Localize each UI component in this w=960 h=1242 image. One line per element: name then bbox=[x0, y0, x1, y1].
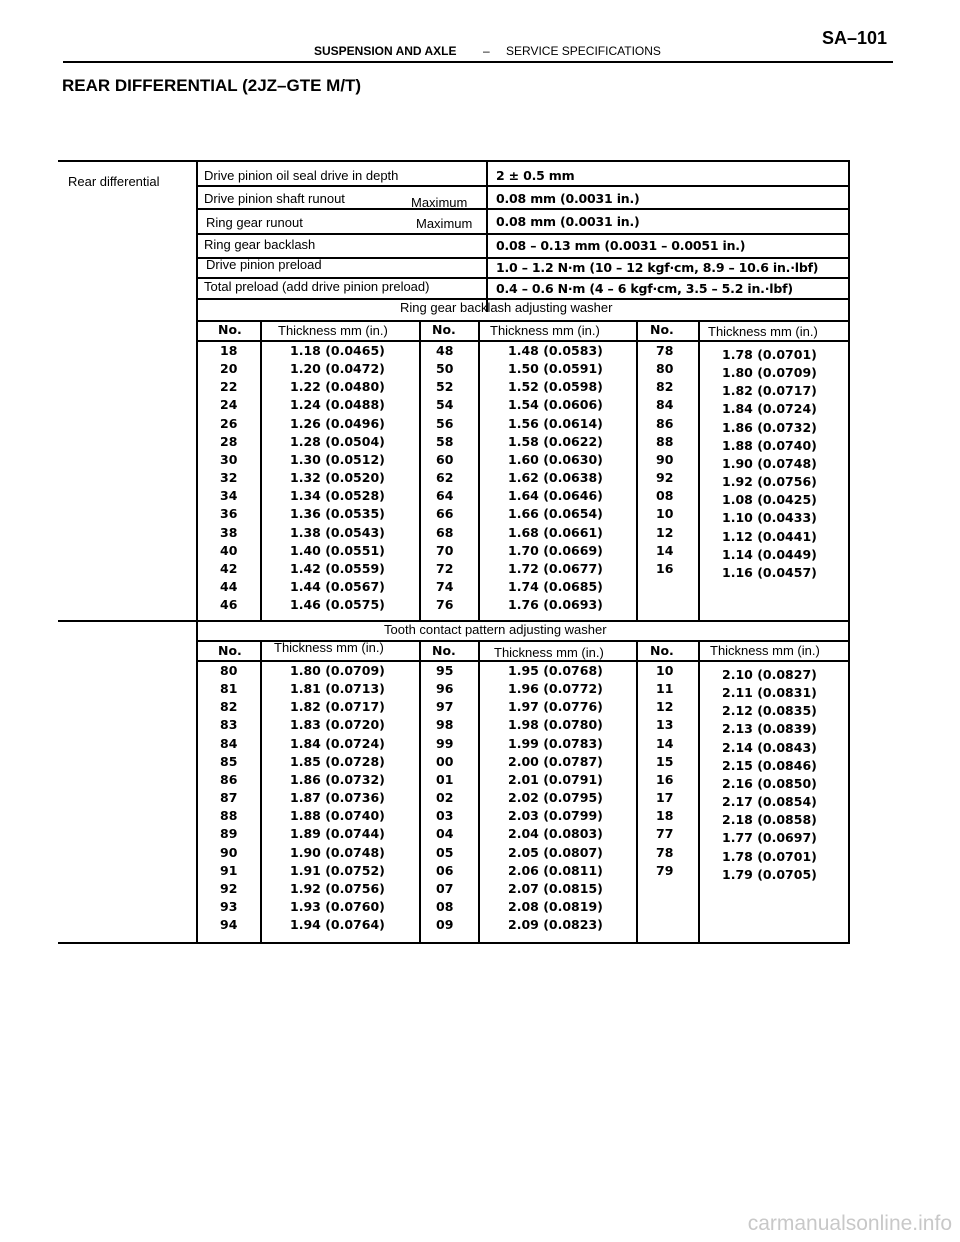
washer-no-cell: 80 bbox=[220, 663, 238, 678]
header-subsection: SERVICE SPECIFICATIONS bbox=[506, 44, 661, 58]
spec-value: 0.08 – 0.13 mm (0.0031 – 0.0051 in.) bbox=[496, 238, 746, 253]
tooth-washer-no-column bbox=[220, 662, 237, 934]
column-header-no: No. bbox=[432, 643, 456, 658]
washer-thickness-cell: 1.81 (0.0713) bbox=[290, 681, 385, 697]
washer-no-cell: 80 bbox=[656, 361, 674, 377]
column-header-no: No. bbox=[650, 322, 674, 337]
washer-no-cell: 86 bbox=[656, 415, 674, 431]
washer-thickness-cell: 2.14 (0.0843) bbox=[722, 739, 817, 755]
washer-thickness-cell: 1.14 (0.0449) bbox=[722, 546, 817, 562]
column-header-no: No. bbox=[650, 643, 674, 658]
washer-thickness-cell: 2.16 (0.0850) bbox=[722, 775, 817, 791]
washer-thickness-cell: 1.42 (0.0559) bbox=[290, 560, 385, 576]
washer-thickness-cell: 1.97 (0.0776) bbox=[508, 699, 603, 715]
washer-no-cell: 88 bbox=[656, 433, 674, 449]
washer-no-cell: 79 bbox=[656, 862, 674, 878]
washer-no-cell: 46 bbox=[220, 597, 238, 613]
washer-thickness-cell: 2.08 (0.0819) bbox=[508, 899, 603, 915]
washer-no-cell: 54 bbox=[436, 397, 454, 413]
washer-thickness-cell: 2.09 (0.0823) bbox=[508, 917, 603, 933]
column-header-no: No. bbox=[218, 643, 242, 658]
washer-no-cell: 10 bbox=[656, 506, 674, 522]
washer-no-cell: 62 bbox=[436, 470, 454, 486]
washer-no-cell: 06 bbox=[436, 862, 454, 878]
washer-no-cell: 02 bbox=[436, 790, 454, 806]
tooth-washer-title: Tooth contact pattern adjusting washer bbox=[384, 622, 607, 637]
column-header-thickness: Thickness mm (in.) bbox=[278, 323, 388, 338]
washer-thickness-cell: 1.84 (0.0724) bbox=[722, 401, 817, 417]
washer-thickness-cell: 1.82 (0.0717) bbox=[722, 383, 817, 399]
washer-thickness-cell: 2.02 (0.0795) bbox=[508, 790, 603, 806]
washer-thickness-cell: 1.83 (0.0720) bbox=[290, 717, 385, 733]
washer-thickness-cell: 1.34 (0.0528) bbox=[290, 488, 385, 504]
washer-thickness-cell: 1.88 (0.0740) bbox=[722, 437, 817, 453]
washer-no-cell: 93 bbox=[220, 899, 238, 915]
washer-no-cell: 18 bbox=[220, 343, 238, 358]
washer-thickness-cell: 1.46 (0.0575) bbox=[290, 597, 385, 613]
washer-thickness-cell: 1.64 (0.0646) bbox=[508, 488, 603, 504]
tooth-washer-thickness-column bbox=[722, 666, 817, 884]
washer-no-cell: 30 bbox=[220, 451, 238, 467]
page-title: REAR DIFFERENTIAL (2JZ–GTE M/T) bbox=[62, 76, 362, 95]
washer-thickness-cell: 1.56 (0.0614) bbox=[508, 415, 603, 431]
washer-thickness-cell: 1.78 (0.0701) bbox=[722, 347, 817, 362]
washer-thickness-cell: 1.95 (0.0768) bbox=[508, 663, 603, 678]
washer-thickness-cell: 1.84 (0.0724) bbox=[290, 735, 385, 751]
washer-thickness-cell: 2.06 (0.0811) bbox=[508, 862, 603, 878]
washer-thickness-cell: 1.82 (0.0717) bbox=[290, 699, 385, 715]
washer-thickness-cell: 1.77 (0.0697) bbox=[722, 830, 817, 846]
spec-label: Total preload (add drive pinion preload) bbox=[204, 279, 430, 294]
washer-thickness-cell: 1.32 (0.0520) bbox=[290, 470, 385, 486]
washer-thickness-cell: 1.12 (0.0441) bbox=[722, 528, 817, 544]
washer-thickness-cell: 2.03 (0.0799) bbox=[508, 808, 603, 824]
washer-thickness-cell: 1.08 (0.0425) bbox=[722, 492, 817, 508]
washer-no-cell: 87 bbox=[220, 790, 238, 806]
washer-no-cell: 82 bbox=[220, 699, 238, 715]
washer-thickness-cell: 1.66 (0.0654) bbox=[508, 506, 603, 522]
category-label: Rear differential bbox=[68, 174, 160, 189]
washer-no-cell: 78 bbox=[656, 343, 674, 358]
washer-thickness-cell: 1.44 (0.0567) bbox=[290, 579, 385, 595]
washer-thickness-cell: 1.88 (0.0740) bbox=[290, 808, 385, 824]
spec-qualifier: Maximum bbox=[416, 216, 473, 231]
washer-thickness-cell: 1.26 (0.0496) bbox=[290, 415, 385, 431]
spec-label: Ring gear backlash bbox=[204, 237, 316, 252]
washer-thickness-cell: 1.94 (0.0764) bbox=[290, 917, 385, 933]
washer-thickness-cell: 2.07 (0.0815) bbox=[508, 880, 603, 896]
washer-no-cell: 89 bbox=[220, 826, 238, 842]
washer-no-cell: 34 bbox=[220, 488, 238, 504]
washer-no-cell: 86 bbox=[220, 771, 238, 787]
washer-no-cell: 74 bbox=[436, 579, 454, 595]
washer-thickness-cell: 1.60 (0.0630) bbox=[508, 451, 603, 467]
ring-washer-thickness-column bbox=[290, 342, 385, 614]
washer-no-cell: 20 bbox=[220, 361, 238, 377]
washer-no-cell: 84 bbox=[656, 397, 674, 413]
washer-no-cell: 22 bbox=[220, 379, 238, 395]
washer-thickness-cell: 1.10 (0.0433) bbox=[722, 510, 817, 526]
spec-value: 0.08 mm (0.0031 in.) bbox=[496, 191, 640, 206]
spec-table bbox=[58, 160, 850, 944]
ring-washer-title: Ring gear backlash adjusting washer bbox=[400, 300, 613, 315]
spec-label: Drive pinion oil seal drive in depth bbox=[204, 168, 399, 183]
washer-no-cell: 90 bbox=[220, 844, 238, 860]
washer-thickness-cell: 1.62 (0.0638) bbox=[508, 470, 603, 486]
washer-thickness-cell: 1.18 (0.0465) bbox=[290, 343, 385, 358]
washer-thickness-cell: 2.05 (0.0807) bbox=[508, 844, 603, 860]
header-rule bbox=[63, 61, 893, 63]
washer-no-cell: 10 bbox=[656, 663, 674, 678]
tooth-washer-thickness-column bbox=[290, 662, 385, 934]
washer-no-cell: 77 bbox=[656, 826, 674, 842]
washer-no-cell: 83 bbox=[220, 717, 238, 733]
washer-no-cell: 66 bbox=[436, 506, 454, 522]
washer-no-cell: 01 bbox=[436, 771, 454, 787]
washer-thickness-cell: 1.92 (0.0756) bbox=[290, 880, 385, 896]
washer-thickness-cell: 1.87 (0.0736) bbox=[290, 790, 385, 806]
washer-thickness-cell: 1.58 (0.0622) bbox=[508, 433, 603, 449]
washer-no-cell: 56 bbox=[436, 415, 454, 431]
ring-washer-no-column bbox=[436, 342, 453, 614]
washer-thickness-cell: 1.85 (0.0728) bbox=[290, 753, 385, 769]
header-separator: – bbox=[483, 44, 490, 58]
washer-thickness-cell: 1.96 (0.0772) bbox=[508, 681, 603, 697]
washer-thickness-cell: 1.90 (0.0748) bbox=[722, 455, 817, 471]
washer-no-cell: 17 bbox=[656, 790, 674, 806]
washer-thickness-cell: 2.01 (0.0791) bbox=[508, 771, 603, 787]
washer-thickness-cell: 2.17 (0.0854) bbox=[722, 794, 817, 810]
washer-no-cell: 78 bbox=[656, 844, 674, 860]
washer-no-cell: 98 bbox=[436, 717, 454, 733]
page-number: SA–101 bbox=[822, 28, 888, 48]
washer-no-cell: 05 bbox=[436, 844, 454, 860]
washer-thickness-cell: 1.38 (0.0543) bbox=[290, 524, 385, 540]
column-header-thickness: Thickness mm (in.) bbox=[710, 643, 820, 658]
spec-label: Ring gear runout bbox=[206, 215, 303, 230]
washer-thickness-cell: 1.48 (0.0583) bbox=[508, 343, 603, 358]
washer-no-cell: 52 bbox=[436, 379, 454, 395]
washer-no-cell: 07 bbox=[436, 880, 454, 896]
spec-value: 0.08 mm (0.0031 in.) bbox=[496, 214, 640, 229]
washer-thickness-cell: 2.11 (0.0831) bbox=[722, 685, 817, 701]
washer-no-cell: 48 bbox=[436, 343, 454, 358]
washer-no-cell: 92 bbox=[220, 880, 238, 896]
washer-thickness-cell: 1.20 (0.0472) bbox=[290, 361, 385, 377]
spec-value: 1.0 – 1.2 N·m (10 – 12 kgf·cm, 8.9 – 10.6 in.·lbf) bbox=[496, 260, 819, 275]
washer-no-cell: 84 bbox=[220, 735, 238, 751]
washer-no-cell: 97 bbox=[436, 699, 454, 715]
column-header-thickness: Thickness mm (in.) bbox=[274, 640, 384, 655]
washer-thickness-cell: 1.16 (0.0457) bbox=[722, 564, 817, 580]
washer-no-cell: 68 bbox=[436, 524, 454, 540]
washer-no-cell: 72 bbox=[436, 560, 454, 576]
washer-no-cell: 92 bbox=[656, 470, 674, 486]
washer-no-cell: 40 bbox=[220, 542, 238, 558]
column-header-no: No. bbox=[432, 322, 456, 337]
ring-washer-no-column bbox=[220, 342, 237, 614]
washer-thickness-cell: 1.30 (0.0512) bbox=[290, 451, 385, 467]
column-header-thickness: Thickness mm (in.) bbox=[490, 323, 600, 338]
washer-thickness-cell: 1.79 (0.0705) bbox=[722, 866, 817, 882]
washer-no-cell: 36 bbox=[220, 506, 238, 522]
washer-no-cell: 28 bbox=[220, 433, 238, 449]
washer-no-cell: 50 bbox=[436, 361, 454, 377]
washer-no-cell: 88 bbox=[220, 808, 238, 824]
washer-no-cell: 91 bbox=[220, 862, 238, 878]
watermark: carmanualsonline.info bbox=[747, 1212, 952, 1235]
washer-no-cell: 70 bbox=[436, 542, 454, 558]
ring-washer-no-column bbox=[656, 342, 673, 578]
washer-thickness-cell: 1.98 (0.0780) bbox=[508, 717, 603, 733]
washer-no-cell: 85 bbox=[220, 753, 238, 769]
washer-no-cell: 58 bbox=[436, 433, 454, 449]
washer-thickness-cell: 1.92 (0.0756) bbox=[722, 474, 817, 490]
spec-label: Drive pinion shaft runout bbox=[204, 191, 345, 206]
washer-no-cell: 32 bbox=[220, 470, 238, 486]
washer-thickness-cell: 1.68 (0.0661) bbox=[508, 524, 603, 540]
washer-no-cell: 03 bbox=[436, 808, 454, 824]
washer-thickness-cell: 2.04 (0.0803) bbox=[508, 826, 603, 842]
header-section: SUSPENSION AND AXLE bbox=[314, 44, 457, 58]
washer-thickness-cell: 1.24 (0.0488) bbox=[290, 397, 385, 413]
washer-thickness-cell: 1.22 (0.0480) bbox=[290, 379, 385, 395]
washer-no-cell: 16 bbox=[656, 560, 674, 576]
washer-thickness-cell: 2.13 (0.0839) bbox=[722, 721, 817, 737]
washer-no-cell: 12 bbox=[656, 699, 674, 715]
washer-no-cell: 15 bbox=[656, 753, 674, 769]
washer-no-cell: 09 bbox=[436, 917, 454, 933]
column-header-no: No. bbox=[218, 322, 242, 337]
washer-no-cell: 04 bbox=[436, 826, 454, 842]
tooth-washer-thickness-column bbox=[508, 662, 603, 934]
column-header-thickness: Thickness mm (in.) bbox=[708, 324, 818, 339]
washer-thickness-cell: 2.10 (0.0827) bbox=[722, 667, 817, 682]
washer-thickness-cell: 1.80 (0.0709) bbox=[290, 663, 385, 678]
washer-no-cell: 96 bbox=[436, 681, 454, 697]
washer-no-cell: 14 bbox=[656, 542, 674, 558]
washer-thickness-cell: 2.15 (0.0846) bbox=[722, 757, 817, 773]
washer-thickness-cell: 1.86 (0.0732) bbox=[722, 419, 817, 435]
washer-no-cell: 95 bbox=[436, 663, 454, 678]
washer-no-cell: 38 bbox=[220, 524, 238, 540]
washer-thickness-cell: 1.90 (0.0748) bbox=[290, 844, 385, 860]
washer-thickness-cell: 1.89 (0.0744) bbox=[290, 826, 385, 842]
washer-no-cell: 00 bbox=[436, 753, 454, 769]
washer-no-cell: 76 bbox=[436, 597, 454, 613]
ring-washer-thickness-column bbox=[722, 346, 817, 582]
washer-no-cell: 08 bbox=[436, 899, 454, 915]
washer-thickness-cell: 1.74 (0.0685) bbox=[508, 579, 603, 595]
spec-value: 2 ± 0.5 mm bbox=[496, 168, 575, 183]
washer-no-cell: 94 bbox=[220, 917, 238, 933]
washer-thickness-cell: 2.18 (0.0858) bbox=[722, 812, 817, 828]
column-header-thickness: Thickness mm (in.) bbox=[494, 645, 604, 660]
tooth-washer-no-column bbox=[436, 662, 453, 934]
washer-thickness-cell: 1.40 (0.0551) bbox=[290, 542, 385, 558]
ring-washer-thickness-column bbox=[508, 342, 603, 614]
washer-no-cell: 64 bbox=[436, 488, 454, 504]
tooth-washer-no-column bbox=[656, 662, 673, 880]
washer-thickness-cell: 1.54 (0.0606) bbox=[508, 397, 603, 413]
washer-thickness-cell: 1.70 (0.0669) bbox=[508, 542, 603, 558]
washer-thickness-cell: 1.52 (0.0598) bbox=[508, 379, 603, 395]
washer-thickness-cell: 1.86 (0.0732) bbox=[290, 771, 385, 787]
washer-no-cell: 24 bbox=[220, 397, 238, 413]
washer-thickness-cell: 2.00 (0.0787) bbox=[508, 753, 603, 769]
washer-thickness-cell: 1.78 (0.0701) bbox=[722, 848, 817, 864]
washer-no-cell: 08 bbox=[656, 488, 674, 504]
washer-no-cell: 82 bbox=[656, 379, 674, 395]
washer-thickness-cell: 2.12 (0.0835) bbox=[722, 703, 817, 719]
washer-thickness-cell: 1.76 (0.0693) bbox=[508, 597, 603, 613]
washer-no-cell: 81 bbox=[220, 681, 238, 697]
spec-value: 0.4 – 0.6 N·m (4 – 6 kgf·cm, 3.5 – 5.2 in.·lbf) bbox=[496, 281, 793, 296]
washer-no-cell: 90 bbox=[656, 451, 674, 467]
washer-no-cell: 99 bbox=[436, 735, 454, 751]
washer-no-cell: 13 bbox=[656, 717, 674, 733]
washer-thickness-cell: 1.91 (0.0752) bbox=[290, 862, 385, 878]
washer-thickness-cell: 1.28 (0.0504) bbox=[290, 433, 385, 449]
washer-no-cell: 12 bbox=[656, 524, 674, 540]
washer-no-cell: 26 bbox=[220, 415, 238, 431]
washer-no-cell: 42 bbox=[220, 560, 238, 576]
washer-thickness-cell: 1.50 (0.0591) bbox=[508, 361, 603, 377]
washer-thickness-cell: 1.93 (0.0760) bbox=[290, 899, 385, 915]
spec-label: Drive pinion preload bbox=[206, 257, 322, 272]
washer-thickness-cell: 1.99 (0.0783) bbox=[508, 735, 603, 751]
washer-thickness-cell: 1.80 (0.0709) bbox=[722, 365, 817, 381]
washer-thickness-cell: 1.36 (0.0535) bbox=[290, 506, 385, 522]
washer-no-cell: 44 bbox=[220, 579, 238, 595]
washer-no-cell: 11 bbox=[656, 681, 674, 697]
washer-no-cell: 14 bbox=[656, 735, 674, 751]
washer-thickness-cell: 1.72 (0.0677) bbox=[508, 560, 603, 576]
spec-qualifier: Maximum bbox=[411, 195, 468, 210]
washer-no-cell: 18 bbox=[656, 808, 674, 824]
washer-no-cell: 60 bbox=[436, 451, 454, 467]
washer-no-cell: 16 bbox=[656, 771, 674, 787]
